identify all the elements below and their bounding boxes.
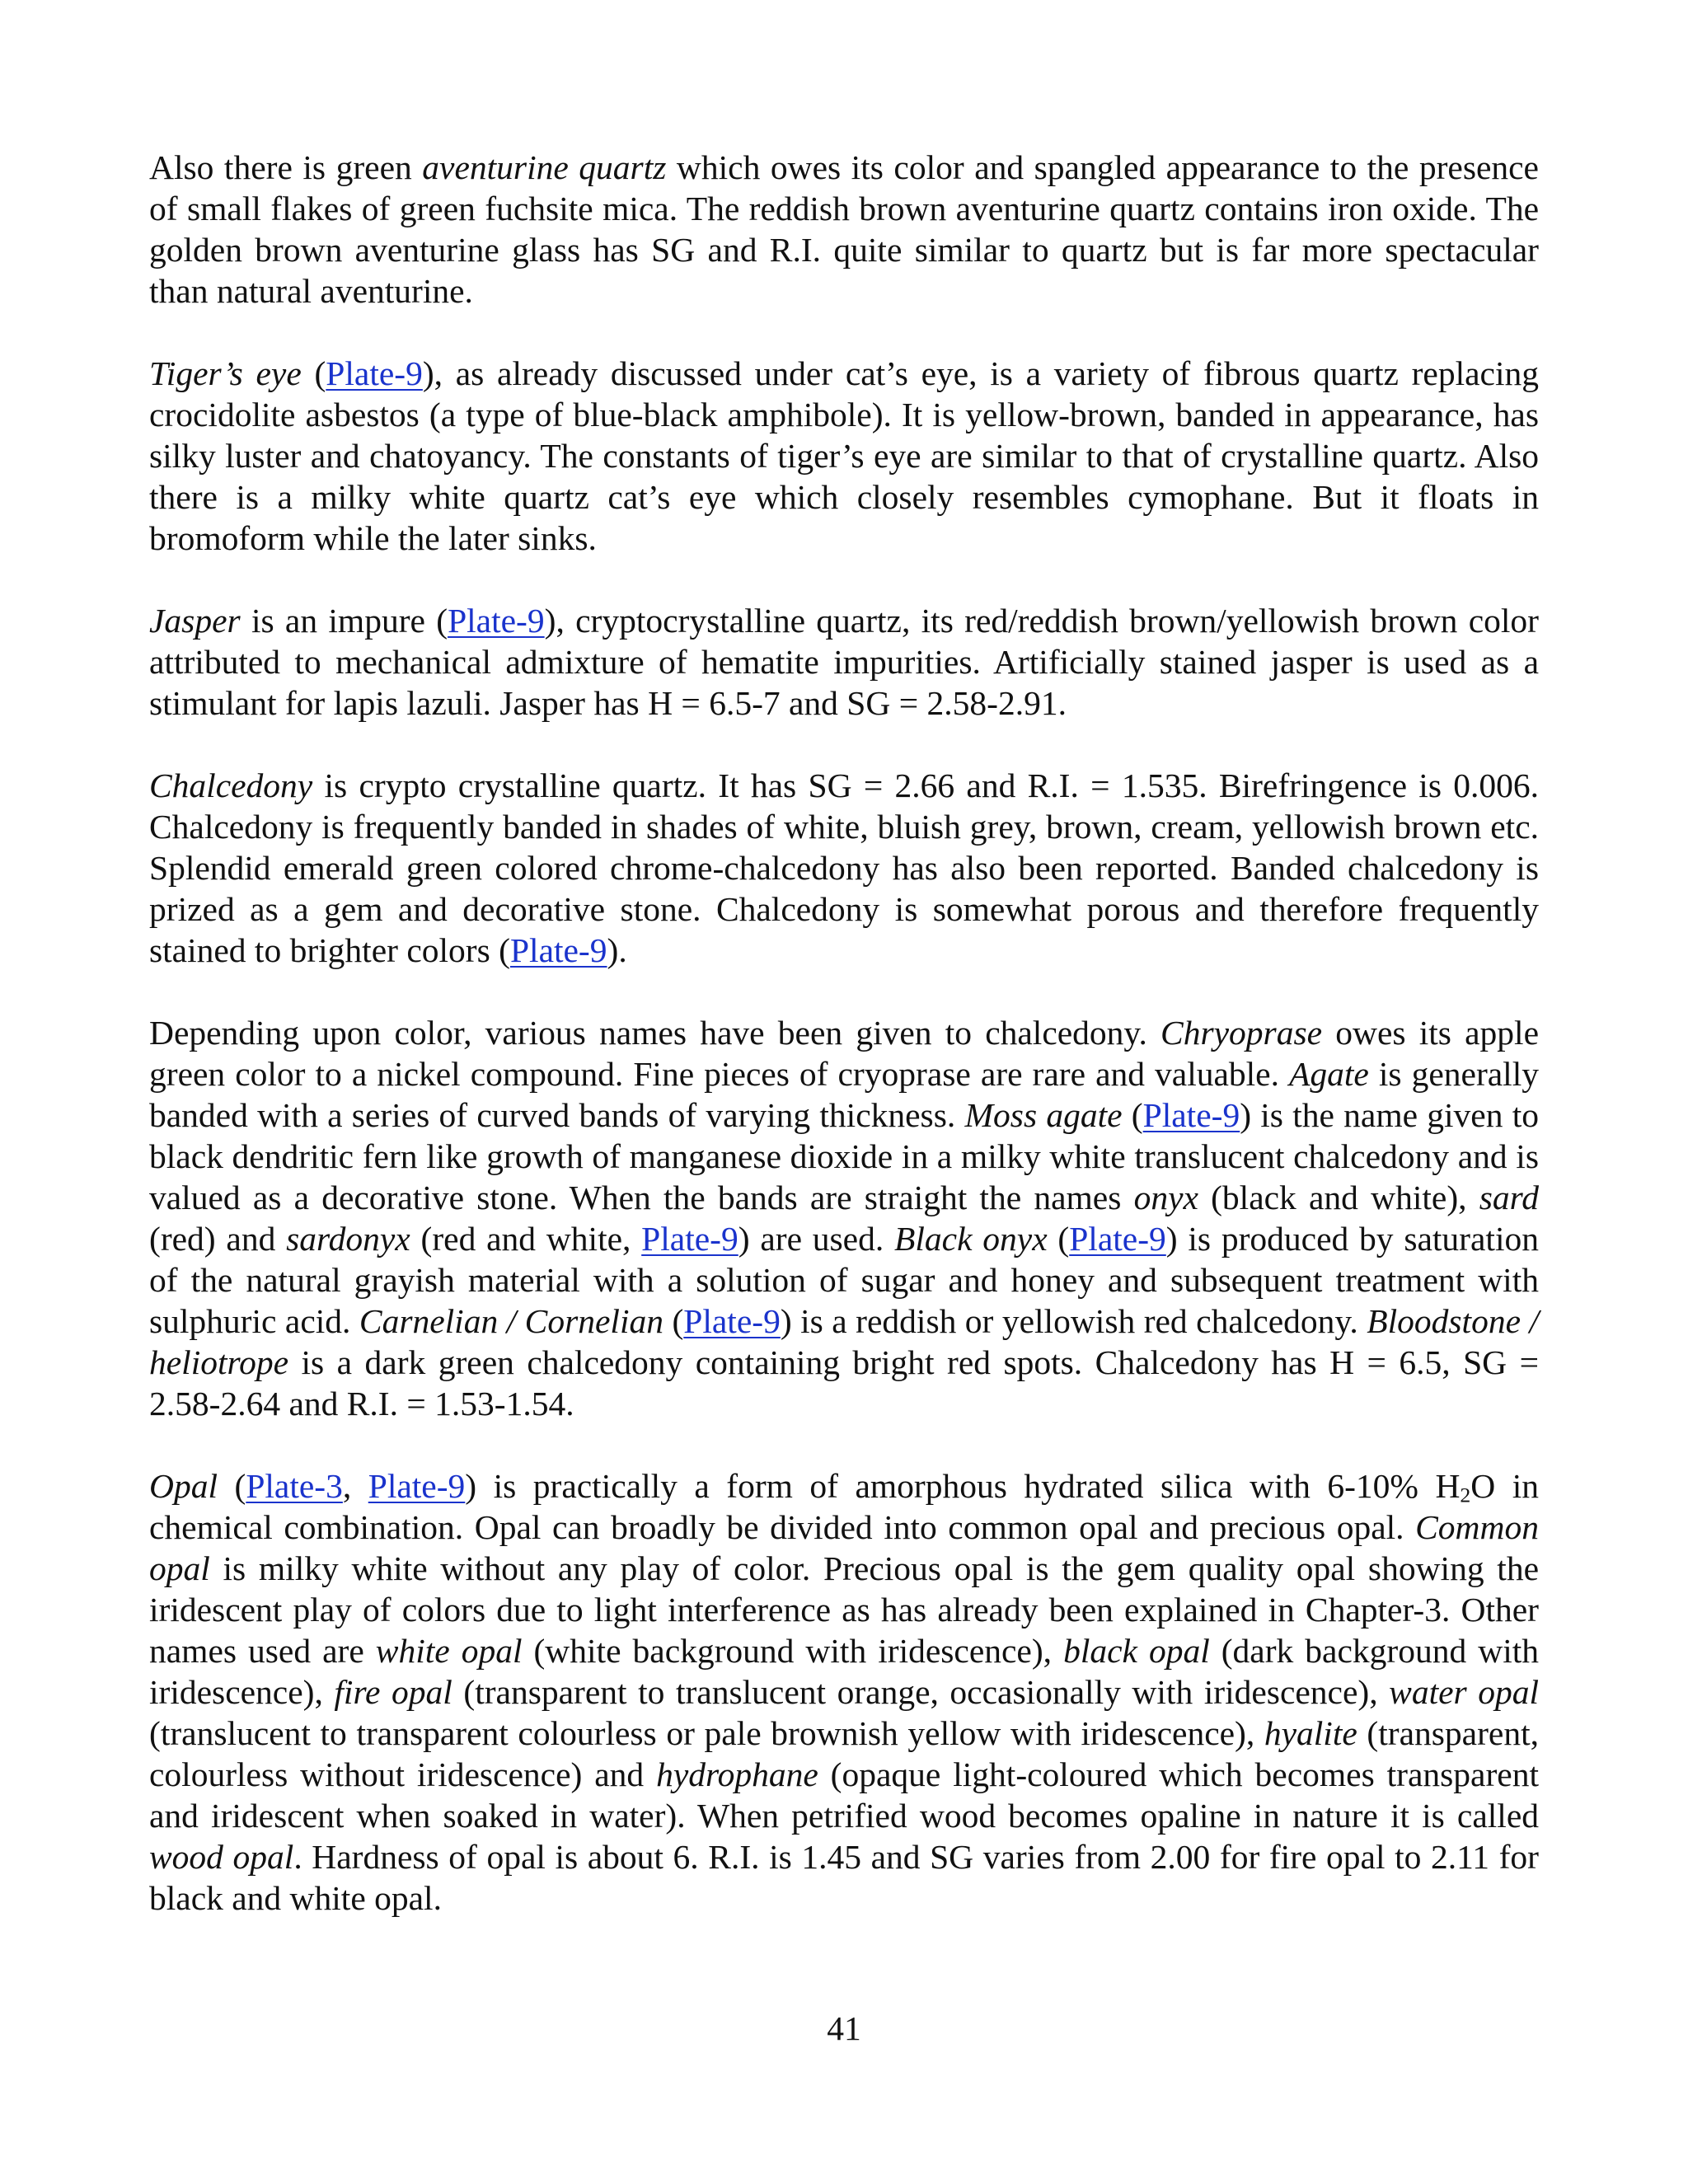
plate-link[interactable]: Plate-9 <box>1142 1096 1240 1134</box>
italic-term: sardonyx <box>286 1220 410 1258</box>
text-run: (transparent to translucent orange, occasionally with iridescence), <box>452 1673 1390 1711</box>
text-run: ( <box>218 1467 246 1505</box>
italic-term: fire opal <box>334 1673 452 1711</box>
plate-link[interactable]: Plate-3 <box>246 1467 343 1505</box>
text-run: owes its apple green color to a nickel compound. Fine pieces of cryoprase are rare and valuable. <box>149 1014 1539 1093</box>
italic-term: white opal <box>375 1632 523 1670</box>
text-run: ), cryptocrystalline quartz, its red/reddish brown/yellowish brown color attributed to mechanical admixture of hematite impurities. Artificially stained jasper is used as a stimulant for lapis lazuli. Jasper has H = 6.5-7 and SG = 2.58-2.91. <box>149 602 1539 722</box>
text-run: (red and white, <box>410 1220 642 1258</box>
plate-link[interactable]: Plate-9 <box>1069 1220 1166 1258</box>
italic-term: Tiger’s eye <box>149 354 302 392</box>
plate-link[interactable]: Plate-9 <box>448 602 545 640</box>
italic-term: hydrophane <box>656 1755 818 1793</box>
text-run: ) is the name given to black dendritic fern like growth of manganese dioxide in a milky white translucent chalcedony and is valued as a decorative stone. When the bands are straight the names <box>149 1096 1539 1216</box>
text-run: ) are used. <box>738 1220 895 1258</box>
text-run: (opaque light-coloured which becomes transparent and iridescent when soaked in water). When petrified wood becomes opaline in nature it is called <box>149 1755 1539 1835</box>
text-run: is an impure ( <box>240 602 448 640</box>
text-run: ), as already discussed under cat’s eye, is a variety of fibrous quartz replacing crocidolite asbestos (a type of blue-black amphibole). It is yellow-brown, banded in appearance, has silky luster and chatoyancy. The constants of tiger’s eye are similar to that of crystalline quartz. Also there is a milky white quartz cat’s eye which closely resembles cymophane. But it floats in bromoform while the later sinks. <box>149 354 1539 557</box>
italic-term: water opal <box>1389 1673 1540 1711</box>
text-run: O in chemical combination. Opal can broadly be divided into common opal and precious opal. <box>149 1467 1540 1546</box>
text-run: is crypto crystalline quartz. It has SG = 2.66 and R.I. = 1.535. Birefringence is 0.006. Chalcedony is frequently banded in shades of white, bluish grey, brown, cream, yellowish brown etc. Splendid emerald green colored chrome-chalcedony has also been reported. Banded chalcedony is prized as a gem and decorative stone. Chalcedony is somewhat porous and therefore frequently stained to brighter colors ( <box>149 766 1539 969</box>
italic-term: Black onyx <box>894 1220 1048 1258</box>
italic-term: Agate <box>1289 1055 1369 1093</box>
paragraph-aventurine <box>149 147 1539 312</box>
text-run: ) is a reddish or yellowish red chalcedony. <box>780 1302 1367 1340</box>
text-run: Depending upon color, various names have been given to chalcedony. <box>149 1014 1161 1052</box>
text-run: is a dark green chalcedony containing bright red spots. Chalcedony has H = 6.5, SG = 2.58-2.64 and R.I. = 1.53-1.54. <box>149 1343 1539 1422</box>
italic-term: Bloodstone / heliotrope <box>149 1302 1539 1381</box>
text-run: Also there is green <box>149 148 423 186</box>
italic-term: wood opal <box>149 1838 294 1876</box>
text-run: ( <box>1122 1096 1143 1134</box>
text-run: , <box>342 1467 368 1505</box>
page-number: 41 <box>827 2009 861 2047</box>
text-run: (black and white), <box>1198 1179 1479 1216</box>
subscript: 2 <box>1460 1483 1471 1507</box>
text-run: ) is produced by saturation of the natural grayish material with a solution of sugar and honey and subsequent treatment with sulphuric acid. <box>149 1220 1539 1340</box>
text-run: (white background with iridescence), <box>522 1632 1064 1670</box>
text-run: ( <box>301 354 326 392</box>
text-run: (red) and <box>149 1220 287 1258</box>
italic-term: sard <box>1479 1179 1539 1216</box>
paragraph-opal <box>149 1465 1539 1919</box>
text-run: (dark background with iridescence), <box>149 1632 1540 1711</box>
plate-link[interactable]: Plate-9 <box>641 1220 738 1258</box>
italic-term: Opal <box>149 1467 218 1505</box>
italic-term: Common opal <box>149 1508 1539 1587</box>
text-run: ( <box>663 1302 684 1340</box>
plate-link[interactable]: Plate-9 <box>368 1467 466 1505</box>
text-run: ). <box>607 931 627 969</box>
italic-term: Moss agate <box>964 1096 1123 1134</box>
text-run: . Hardness of opal is about 6. R.I. is 1.45 and SG varies from 2.00 for fire opal to 2.11 for black and white opal. <box>149 1838 1540 1917</box>
italic-term: black opal <box>1063 1632 1210 1670</box>
paragraph-chalcedony-varieties <box>149 1012 1539 1424</box>
italic-term: Chryoprase <box>1160 1014 1323 1052</box>
body-text <box>149 147 1539 1919</box>
text-run: (transparent, colourless without iridescence) and <box>149 1714 1539 1793</box>
plate-link[interactable]: Plate-9 <box>326 354 423 392</box>
italic-term: Jasper <box>149 602 241 640</box>
italic-term: onyx <box>1133 1179 1198 1216</box>
paragraph-tigers-eye <box>149 353 1539 559</box>
text-run: which owes its color and spangled appearance to the presence of small flakes of green fuchsite mica. The reddish brown aventurine quartz contains iron oxide. The golden brown aventurine glass has SG and R.I. quite similar to quartz but is far more spectacular than natural aventurine. <box>149 148 1539 310</box>
text-run: (translucent to transparent colourless or pale brownish yellow with iridescence), <box>149 1714 1264 1752</box>
text-run: is milky white without any play of color. Precious opal is the gem quality opal showing the iridescent play of colors due to light interference as has already been explained in Chapter-3. Other names used are <box>149 1549 1539 1670</box>
italic-term: aventurine quartz <box>422 148 667 186</box>
text-run: ( <box>1047 1220 1070 1258</box>
italic-term: hyalite <box>1264 1714 1357 1752</box>
italic-term: Chalcedony <box>149 766 313 804</box>
italic-term: Carnelian / Cornelian <box>359 1302 663 1340</box>
text-run: is generally banded with a series of curved bands of varying thickness. <box>149 1055 1539 1134</box>
text-run: ) is practically a form of amorphous hydrated silica with 6-10% H <box>465 1467 1461 1505</box>
paragraph-jasper <box>149 600 1539 724</box>
plate-link[interactable]: Plate-9 <box>509 931 607 969</box>
paragraph-chalcedony <box>149 765 1539 971</box>
plate-link[interactable]: Plate-9 <box>683 1302 781 1340</box>
